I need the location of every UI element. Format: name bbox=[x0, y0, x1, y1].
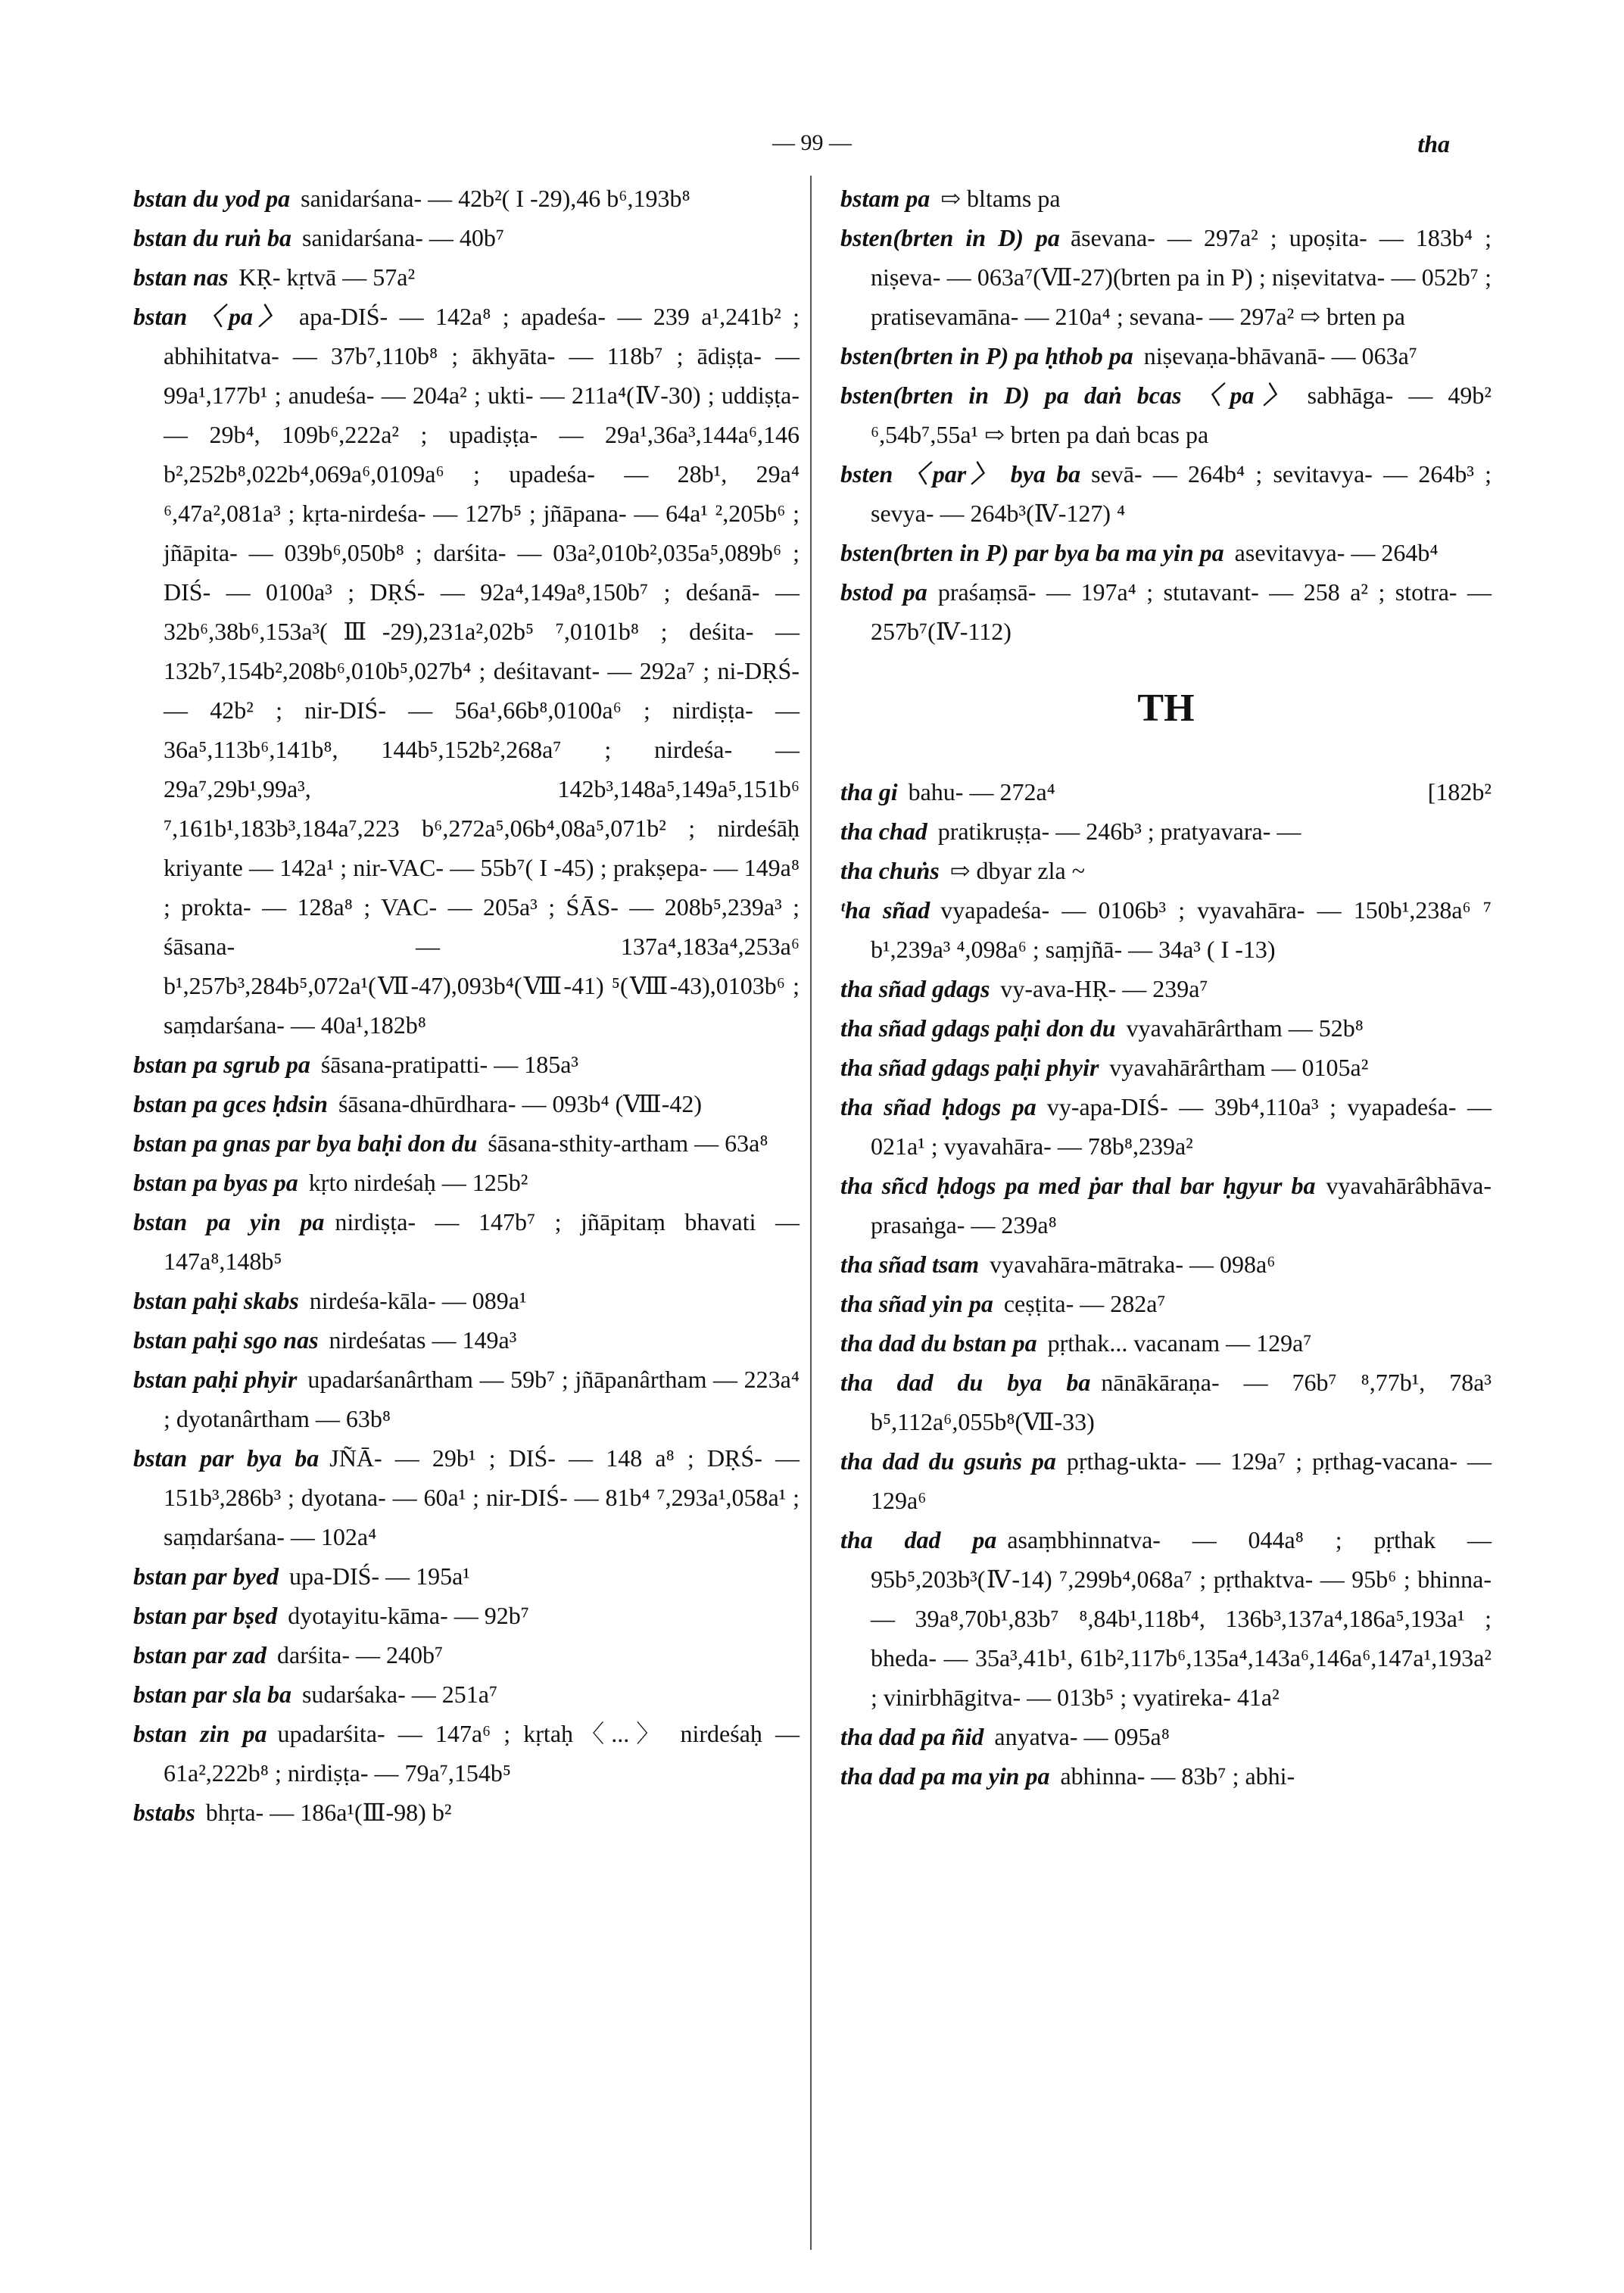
dictionary-entry bbox=[840, 454, 1492, 533]
entry-headword: tha sñad gdags paḥi phyir bbox=[840, 1054, 1099, 1081]
entry-definition: abhinna- — 83b⁷ ; abhi- bbox=[1060, 1762, 1295, 1790]
entry-headword: bstan paḥi phyir bbox=[133, 1366, 298, 1393]
entry-headword: bstan pa byas pa bbox=[133, 1169, 298, 1196]
dictionary-entry bbox=[840, 1323, 1492, 1363]
dictionary-entry bbox=[840, 533, 1492, 572]
entry-definition: bahu- — 272a⁴ bbox=[908, 778, 1055, 805]
entry-definition: ⇨ dbyar zla ~ bbox=[949, 857, 1086, 884]
dictionary-entry bbox=[133, 1714, 800, 1793]
entry-headword: bstan par bṣed bbox=[133, 1602, 278, 1629]
entry-definition: apa-DIŚ- — 142a⁸ ; apadeśa- — 239 a¹,241b² ; abhihitatva- — 37b⁷,110b⁸ ; ākhyāta- — 118b⁷ ; ādiṣṭa- — 99a¹,177b¹ ; anudeśa- — 204a² ; ukti- — 211a⁴(Ⅳ-30) ; uddiṣṭa- — 29b⁴, 109b⁶,222a² ; upadiṣṭa- — 29a¹,36a³,144a⁶,146 b²,252b⁸,022b⁴,069a⁶,0109a⁶ ; upadeśa- — 28b¹, 29a⁴ ⁶,47a²,081a³ ; kṛta-nirdeśa- — 127b⁵ ; jñāpana- — 64a¹ ²,205b⁶ ; jñāpita- — 039b⁶,050b⁸ ; darśita- — 03a²,010b²,035a⁵,089b⁶ ; DIŚ- — 0100a³ ; DṚŚ- — 92a⁴,149a⁸,150b⁷ ; deśanā- — 32b⁶,38b⁶,153a³(Ⅲ-29),231a²,02b⁵ ⁷,0101b⁸ ; deśita- — 132b⁷,154b²,208b⁶,010b⁵,027b⁴ ; deśitavant- — 292a⁷ ; ni-DṚŚ- — 42b² ; nir-DIŚ- — 56a¹,66b⁸,0100a⁶ ; nirdiṣṭa- — 36a⁵,113b⁶,141b⁸, 144b⁵,152b²,268a⁷ ; nirdeśa- — 29a⁷,29b¹,99a³, 142b³,148a⁵,149a⁵,151b⁶ ⁷,161b¹,183b³,184a⁷,223 b⁶,272a⁵,06b⁴,08a⁵,071b² ; nirdeśāḥ kriyante — 142a¹ ; nir-VAC- — 55b⁷( I -45) ; prakṣepa- — 149a⁸ ; prokta- — 128a⁸ ; VAC- — 205a³ ; ŚĀS- — 208b⁵,239a³ ; śāsana- — 137a⁴,183a⁴,253a⁶ b¹,257b³,284b⁵,072a¹(Ⅶ-47),093b⁴(Ⅷ-41) ⁵(Ⅷ-43),0103b⁶ ; saṃdarśana- — 40a¹,182b⁸ bbox=[164, 303, 800, 1039]
entry-headword: bsten(brten in P) par bya ba ma yin pa bbox=[840, 539, 1224, 566]
entry-definition: sabhāga- — 49b² ⁶,54b⁷,55a¹ ⇨ brten pa daṅ bcas pa bbox=[871, 382, 1492, 448]
column-divider bbox=[810, 176, 812, 2250]
left-column bbox=[133, 179, 800, 1832]
entry-headword: bstan du yod pa bbox=[133, 185, 291, 212]
dictionary-entry bbox=[840, 1008, 1492, 1048]
dictionary-entry bbox=[840, 1087, 1492, 1166]
entry-definition: sanidarśana- — 42b²( I -29),46 b⁶,193b⁸ bbox=[301, 185, 690, 212]
page-header bbox=[0, 130, 1624, 160]
section-heading: TH bbox=[1137, 687, 1195, 730]
entry-headword: bsten 〈par〉 bya ba bbox=[840, 460, 1081, 488]
entry-headword: tha sñad yin pa bbox=[840, 1290, 993, 1317]
entry-definition: JÑĀ- — 29b¹ ; DIŚ- — 148 a⁸ ; DṚŚ- — 151b³,286b³ ; dyotana- — 60a¹ ; nir-DIŚ- — 81b⁴ ⁷,293a¹,058a¹ ; saṃdarśana- — 102a⁴ bbox=[164, 1444, 800, 1550]
entry-definition: vyavahārâbhāva-prasaṅga- — 239a⁸ bbox=[871, 1172, 1492, 1238]
entry-definition: anyatva- — 095a⁸ bbox=[994, 1723, 1170, 1750]
entry-headword: bstan pa gces ḥdsin bbox=[133, 1090, 328, 1117]
entry-definition: bhṛta- — 186a¹(Ⅲ-98) b² bbox=[205, 1799, 452, 1826]
dictionary-entry bbox=[840, 375, 1492, 454]
entry-definition: nirdiṣṭa- — 147b⁷ ; jñāpitaṃ bhavati — 147a⁸,148b⁵ bbox=[164, 1208, 800, 1275]
dictionary-entry bbox=[840, 890, 1492, 969]
entry-headword: bstan par bya ba bbox=[133, 1444, 320, 1472]
entry-definition: asevitavya- — 264b⁴ bbox=[1234, 539, 1439, 566]
entry-headword: bstan zin pa bbox=[133, 1720, 267, 1747]
entry-headword: tha dad du gsuṅs pa bbox=[840, 1447, 1056, 1475]
dictionary-entry bbox=[840, 851, 1492, 890]
entry-headword: bstan du ruṅ ba bbox=[133, 224, 291, 251]
dictionary-entry bbox=[840, 179, 1492, 218]
dictionary-entry bbox=[133, 218, 800, 257]
right-column-entries-bstam bbox=[840, 179, 1492, 651]
entry-headword: tha sñad gdags bbox=[840, 975, 990, 1002]
dictionary-entry bbox=[133, 1163, 800, 1202]
entry-definition: sevā- — 264b⁴ ; sevitavya- — 264b³ ; sevya- — 264b³(Ⅳ-127) ⁴ bbox=[871, 460, 1492, 527]
dictionary-entry bbox=[133, 1360, 800, 1438]
dictionary-entry bbox=[133, 1675, 800, 1714]
entry-headword: tha dad du bstan pa bbox=[840, 1329, 1037, 1357]
entry-headword: bsten(brten in D) pa daṅ bcas 〈pa〉 bbox=[840, 382, 1297, 409]
entry-definition: ceṣṭita- — 282a⁷ bbox=[1003, 1290, 1166, 1317]
entry-definition: upa-DIŚ- — 195a¹ bbox=[289, 1562, 470, 1590]
entry-headword: bstan par sla ba bbox=[133, 1681, 291, 1708]
entry-headword: bstan pa sgrub pa bbox=[133, 1051, 310, 1078]
dictionary-entry bbox=[133, 1596, 800, 1635]
entry-headword: bstan par zad bbox=[133, 1641, 267, 1668]
entry-definition: śāsana-sthity-artham — 63a⁸ bbox=[488, 1129, 768, 1157]
entry-definition: vy-apa-DIŚ- — 39b⁴,110a³ ; vyapadeśa- — 021a¹ ; vyavahāra- — 78b⁸,239a² bbox=[871, 1093, 1492, 1160]
entry-headword: bstan pa gnas par bya baḥi don du bbox=[133, 1129, 478, 1157]
dictionary-entry bbox=[133, 1123, 800, 1163]
entry-definition: dyotayitu-kāma- — 92b⁷ bbox=[288, 1602, 529, 1629]
dictionary-entry bbox=[840, 336, 1492, 375]
entry-margin-note: [182b² bbox=[1427, 778, 1492, 805]
entry-headword: tha dad pa ma yin pa bbox=[840, 1762, 1050, 1790]
dictionary-entry bbox=[840, 1520, 1492, 1717]
entry-headword: tha sñad ḥdogs pa bbox=[840, 1093, 1036, 1120]
dictionary-entry bbox=[840, 572, 1492, 651]
entry-definition: pratikruṣṭa- — 246b³ ; pratyavara- — bbox=[937, 818, 1301, 845]
entry-headword: bstabs bbox=[133, 1799, 195, 1826]
dictionary-entry bbox=[840, 969, 1492, 1008]
entry-headword: tha dad du bya ba bbox=[840, 1369, 1091, 1396]
entry-definition: vy-ava-HṚ- — 239a⁷ bbox=[1000, 975, 1208, 1002]
entry-headword: tha sñad tsam bbox=[840, 1251, 980, 1278]
entry-definition: śāsana-pratipatti- — 185a³ bbox=[320, 1051, 578, 1078]
entry-definition: vyavahārârtham — 0105a² bbox=[1109, 1054, 1369, 1081]
entry-definition: upadarśita- — 147a⁶ ; kṛtaḥ〈...〉 nirdeśaḥ — 61a²,222b⁸ ; nirdiṣṭa- — 79a⁷,154b⁵ bbox=[164, 1720, 800, 1787]
entry-headword: bstod pa bbox=[840, 578, 927, 606]
dictionary-entry bbox=[133, 1320, 800, 1360]
page-number: — 99 — bbox=[772, 130, 852, 155]
entry-headword: tha sñcd ḥdogs pa med ṗar thal bar ḥgyur ba bbox=[840, 1172, 1316, 1199]
dictionary-entry bbox=[133, 297, 800, 1045]
entry-definition: vyavahāra-mātraka- — 098a⁶ bbox=[990, 1251, 1276, 1278]
entry-headword: tha chuṅs bbox=[840, 857, 940, 884]
entry-definition: KṚ- kṛtvā — 57a² bbox=[238, 263, 416, 291]
entry-definition: vyavahārârtham — 52b⁸ bbox=[1126, 1014, 1364, 1042]
dictionary-entry bbox=[133, 1635, 800, 1675]
dictionary-entry bbox=[840, 1245, 1492, 1284]
entry-definition: niṣevaṇa-bhāvanā- — 063a⁷ bbox=[1143, 342, 1417, 369]
dictionary-entry bbox=[840, 1284, 1492, 1323]
entry-definition: śāsana-dhūrdhara- — 093b⁴ (Ⅷ-42) bbox=[338, 1090, 703, 1117]
entry-definition: nirdeśatas — 149a³ bbox=[329, 1326, 517, 1354]
entry-definition: nirdeśa-kāla- — 089a¹ bbox=[309, 1287, 527, 1314]
entry-definition: pṛthak... vacanam — 129a⁷ bbox=[1047, 1329, 1312, 1357]
entry-definition: sudarśaka- — 251a⁷ bbox=[301, 1681, 498, 1708]
entry-definition: praśaṃsā- — 197a⁴ ; stutavant- — 258 a² ; stotra- — 257b⁷(Ⅳ-112) bbox=[871, 578, 1492, 645]
entry-headword: bstan paḥi sgo nas bbox=[133, 1326, 319, 1354]
entry-headword: tha chad bbox=[840, 818, 927, 845]
entry-headword: bstan nas bbox=[133, 263, 229, 291]
entry-definition: nānākāraṇa- — 76b⁷ ⁸,77b¹, 78a³ b⁵,112a⁶,055b⁸(Ⅶ-33) bbox=[871, 1369, 1492, 1435]
dictionary-entry bbox=[133, 1438, 800, 1556]
entry-definition: pṛthag-ukta- — 129a⁷ ; pṛthag-vacana- — 129a⁶ bbox=[871, 1447, 1492, 1514]
entry-headword: tha dad pa bbox=[840, 1526, 997, 1553]
entry-headword: bstan 〈pa〉 bbox=[133, 303, 288, 330]
dictionary-entry bbox=[840, 1717, 1492, 1756]
entry-definition: ⇨ bltams pa bbox=[940, 185, 1061, 212]
running-head: tha bbox=[1417, 130, 1450, 157]
entry-definition: sanidarśana- — 40b⁷ bbox=[301, 224, 505, 251]
entry-definition: darśita- — 240b⁷ bbox=[277, 1641, 444, 1668]
dictionary-entry bbox=[133, 1045, 800, 1084]
dictionary-entry bbox=[840, 812, 1492, 851]
dictionary-entry bbox=[840, 1363, 1492, 1441]
dictionary-entry bbox=[133, 1202, 800, 1281]
right-column-entries-tha bbox=[840, 772, 1492, 1796]
entry-headword: bstan paḥi skabs bbox=[133, 1287, 299, 1314]
dictionary-entry bbox=[133, 257, 800, 297]
entry-headword: tha dad pa ñid bbox=[840, 1723, 984, 1750]
dictionary-entry bbox=[840, 772, 1492, 812]
entry-headword: tha sñad gdags paḥi don du bbox=[840, 1014, 1116, 1042]
entry-definition: vyapadeśa- — 0106b³ ; vyavahāra- — 150b¹,238a⁶ ⁷ b¹,239a³ ⁴,098a⁶ ; saṃjñā- — 34a³ ( I -13) bbox=[871, 896, 1492, 963]
entry-headword: bsten(brten in P) pa ḥthob pa bbox=[840, 342, 1133, 369]
dictionary-entry bbox=[133, 1084, 800, 1123]
dictionary-entry bbox=[133, 1556, 800, 1596]
entry-definition: kṛto nirdeśaḥ — 125b² bbox=[308, 1169, 528, 1196]
entry-definition: asaṃbhinnatva- — 044a⁸ ; pṛthak — 95b⁵,203b³(Ⅳ-14) ⁷,299b⁴,068a⁷ ; pṛthaktva- — 95b⁶ ; bhinna- — 39a⁸,70b¹,83b⁷ ⁸,84b¹,118b⁴, 136b³,137a⁴,186a⁵,193a¹ ; bheda- — 35a³,41b¹, 61b²,117b⁶,135a⁴,143a⁶,146a⁶,147a¹,193a² ; vinirbhāgitva- — 013b⁵ ; vyatireka- 41a² bbox=[871, 1526, 1492, 1711]
dictionary-entry bbox=[840, 1166, 1492, 1245]
entry-headword: bstan pa yin pa bbox=[133, 1208, 325, 1235]
right-column bbox=[840, 179, 1492, 1796]
entry-headword: ᵗha sñad bbox=[840, 896, 930, 924]
entry-headword: tha gi bbox=[840, 778, 898, 805]
dictionary-entry bbox=[840, 1756, 1492, 1796]
dictionary-entry bbox=[840, 218, 1492, 336]
dictionary-entry bbox=[840, 1441, 1492, 1520]
entry-definition: āsevana- — 297a² ; upoṣita- — 183b⁴ ; niṣeva- — 063a⁷(Ⅶ-27)(brten pa in P) ; niṣevitatva- — 052b⁷ ; pratisevamāna- — 210a⁴ ; sevana- — 297a² ⇨ brten pa bbox=[871, 224, 1492, 330]
entry-definition: upadarśanârtham — 59b⁷ ; jñāpanârtham — 223a⁴ ; dyotanârtham — 63b⁸ bbox=[164, 1366, 800, 1432]
entry-headword: bstan par byed bbox=[133, 1562, 279, 1590]
dictionary-entry bbox=[133, 1793, 800, 1832]
entry-headword: bsten(brten in D) pa bbox=[840, 224, 1060, 251]
dictionary-entry bbox=[133, 179, 800, 218]
dictionary-entry bbox=[133, 1281, 800, 1320]
entry-headword: bstam pa bbox=[840, 185, 930, 212]
dictionary-entry bbox=[840, 1048, 1492, 1087]
